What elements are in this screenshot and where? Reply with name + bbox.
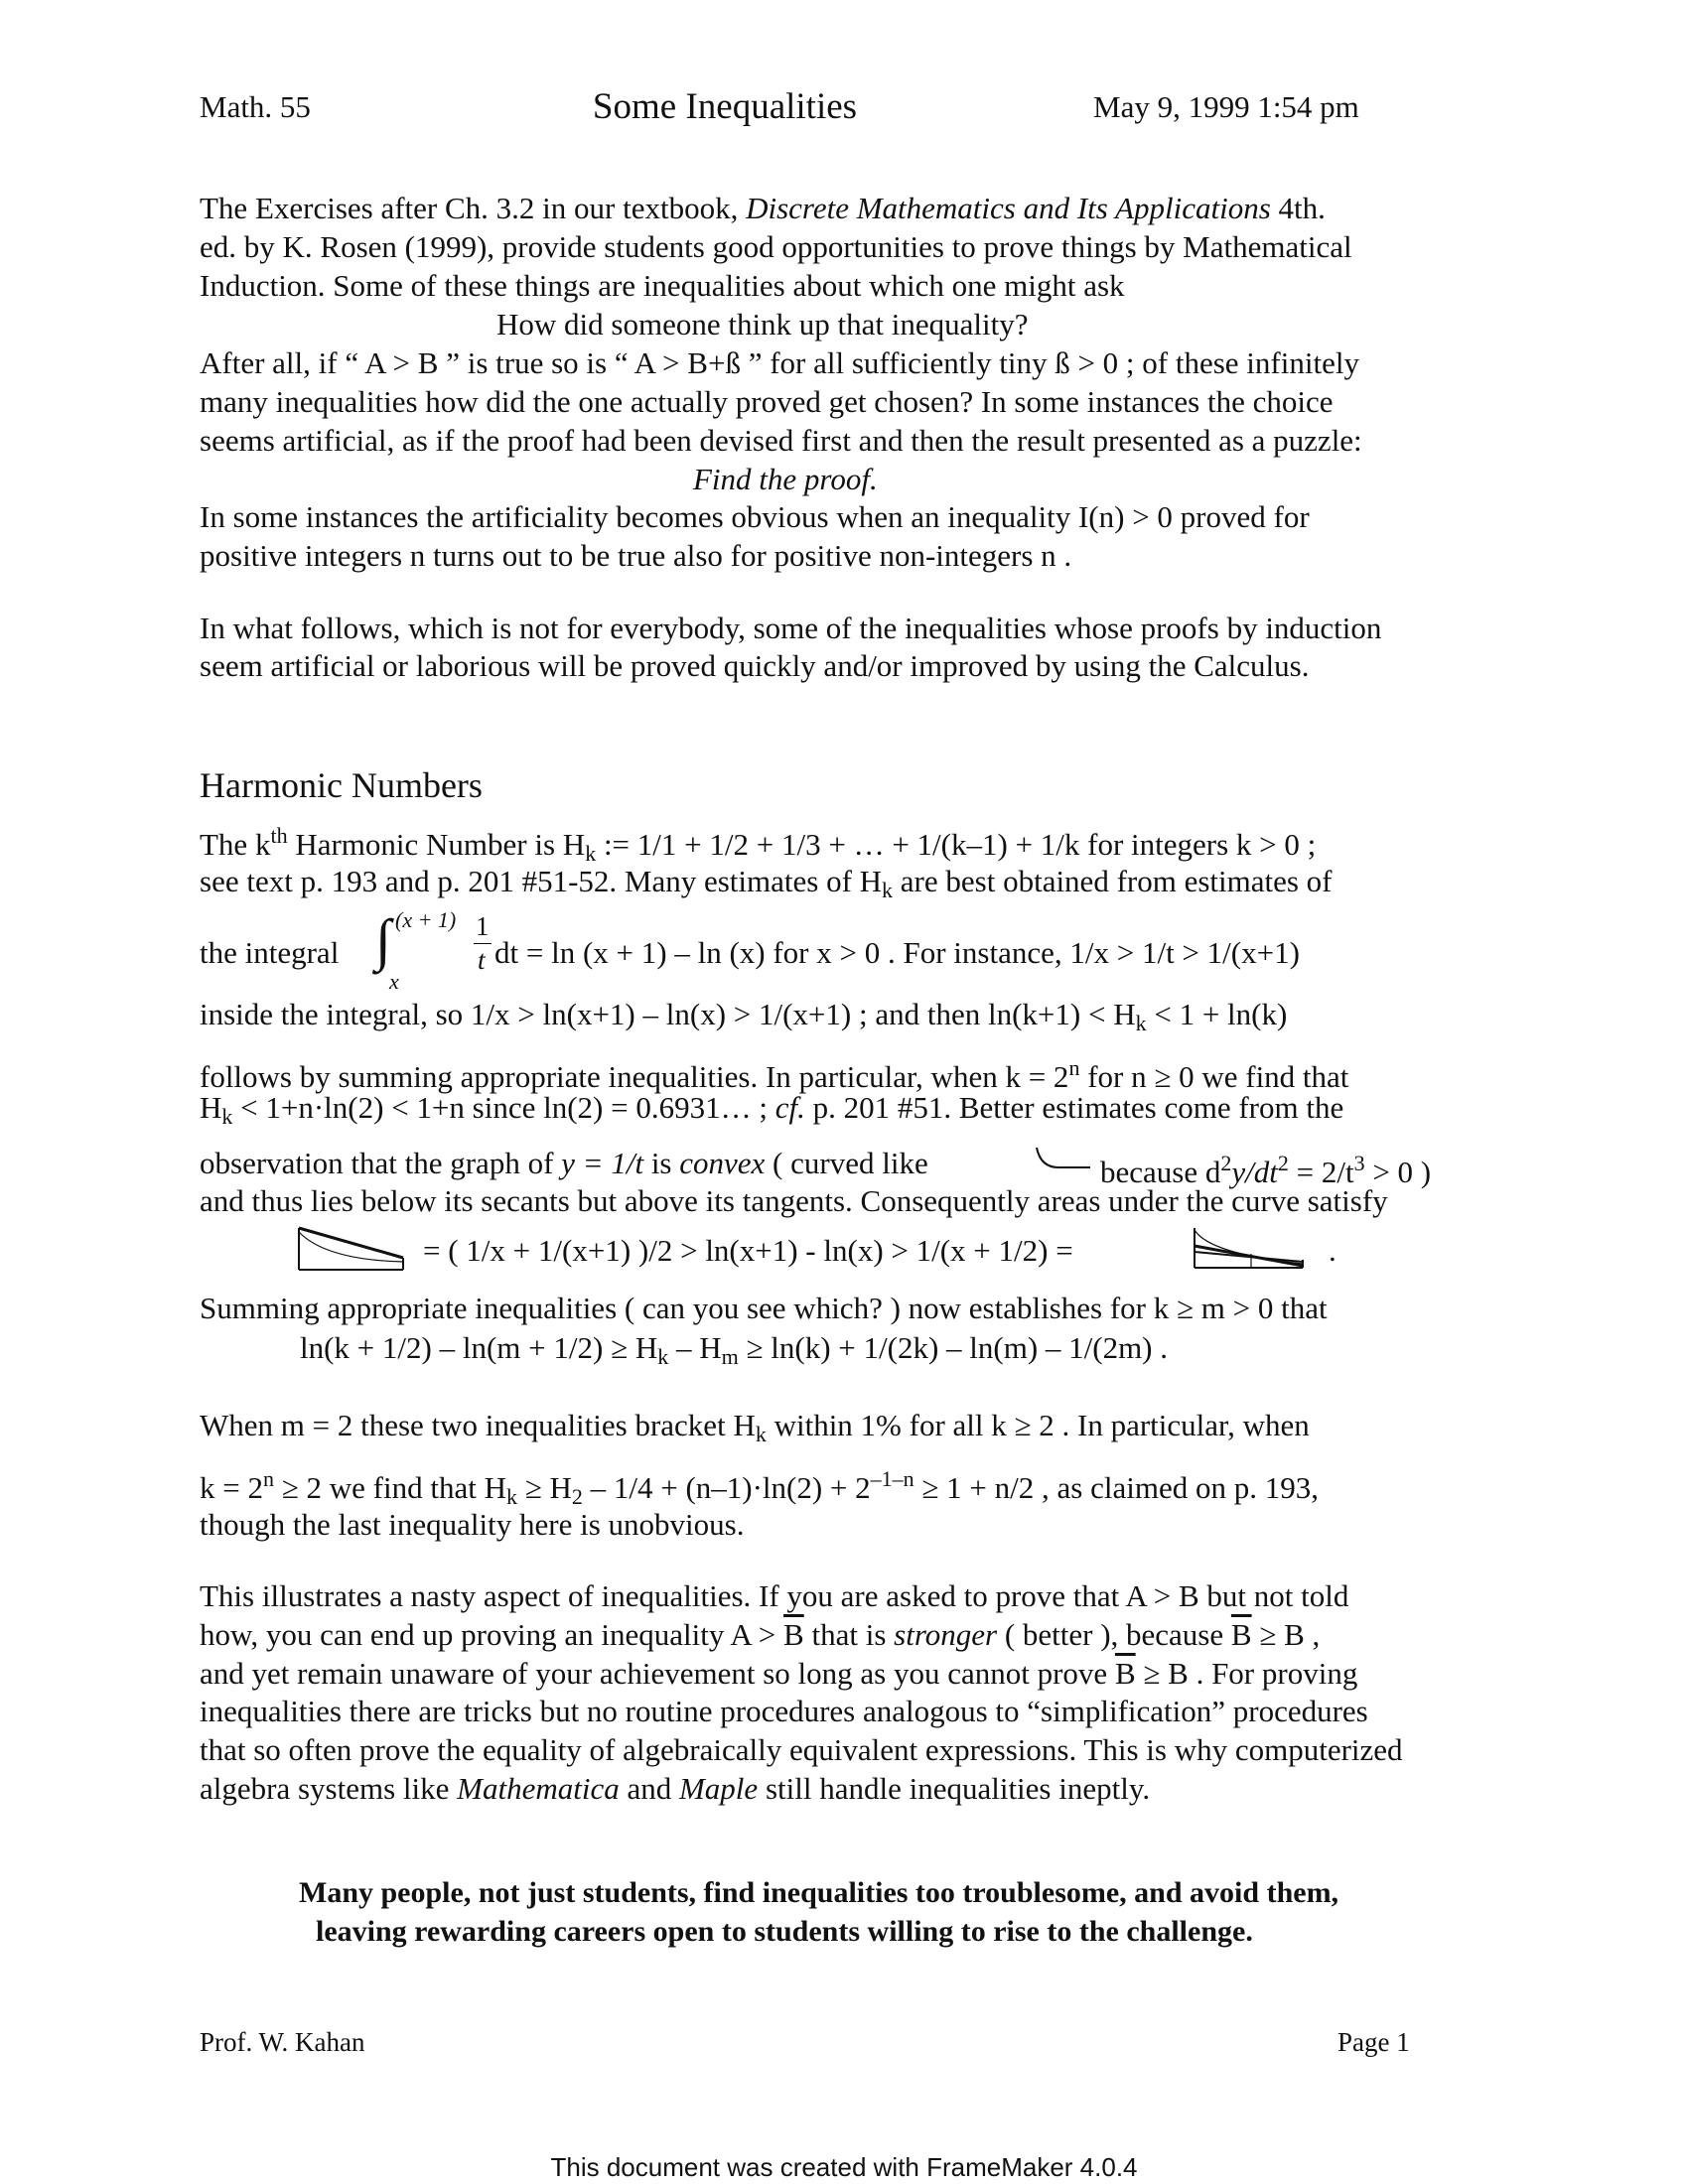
harmonic-line-14: though the last inequality here is unobvious. (200, 1507, 745, 1542)
integral-upper-limit: (x + 1) (395, 907, 457, 932)
intro-line-3: Induction. Some of these things are inequalities about which one might ask (200, 268, 1125, 303)
footer-author: Prof. W. Kahan (200, 2027, 365, 2057)
intro-line-2: ed. by K. Rosen (1999), provide students good opportunities to prove things by Mathematical (200, 229, 1352, 264)
intro-line-1: The Exercises after Ch. 3.2 in our textbook, Discrete Mathematics and Its Applications 4th. (200, 191, 1326, 225)
intro-line-11: In what follows, which is not for everybody, some of the inequalities whose proofs by induction (200, 611, 1382, 645)
integrand-numerator: 1 (476, 911, 490, 941)
nasty-line-6: algebra systems like Mathematica and Maple still handle inequalities ineptly. (200, 1771, 1151, 1806)
closing-line-2: leaving rewarding careers open to students willing to rise to the challenge. (316, 1915, 1253, 1948)
harmonic-line-13: $k = 2^n \ge 2$ we find that $H_k \ge H_2 - 1/4 + (n-1)\cdot\ln(2) + 2^{-1-n} \ge 1 + n/2$ , as claimed on p. 193, (200, 1466, 1319, 1509)
intro-line-10: positive integers n turns out to be true also for positive non-integers n . (200, 538, 1072, 573)
area-inequality: = ( 1/x + 1/(x+1) )/2 > ln(x+1) - ln(x) > 1/(x + 1/2) = (423, 1233, 1073, 1268)
intro-line-6: many inequalities how did the one actually proved get chosen? In some instances the choice (200, 384, 1334, 419)
harmonic-line-7b: because $d^2y/dt^2 = 2/t^3 > 0$ ) (1100, 1151, 1432, 1189)
intro-find-proof: Find the proof. (693, 462, 878, 496)
integral-sign: ∫ (375, 907, 391, 972)
integral-lead: the integral (200, 935, 340, 970)
convex-curve-icon (1033, 1144, 1094, 1173)
integral-rest: dt = ln (x + 1) – ln (x) for x > 0 . For instance, 1/x > 1/t > 1/(x+1) (494, 935, 1300, 970)
integrand-denominator: t (478, 945, 486, 975)
harmonic-line-5: follows by summing appropriate inequalities. In particular, when $k = 2^n$ for n ≥ 0 we find that (200, 1055, 1349, 1094)
bracket-inequality: $\ln(k + 1/2) - \ln(m + 1/2) \ge H_k - H_m \ge \ln(k) + 1/(2k) - \ln(m) - 1/(2m)$ . (300, 1330, 1169, 1369)
midpoint-tangent-diagram (1192, 1224, 1307, 1276)
intro-line-12: seem artificial or laborious will be proved quickly and/or improved by using the Calculus. (200, 648, 1310, 683)
header-date: May 9, 1999 1:54 pm (1093, 89, 1359, 124)
closing-line-1: Many people, not just students, find inequalities too troublesome, and avoid them, (299, 1876, 1339, 1909)
harmonic-line-6: $H_k < 1+n\cdot\ln(2) < 1+n$ since ln(2) = 0.6931… ; cf. p. 201 #51. Better estimates come from the (200, 1090, 1344, 1129)
nasty-line-4: inequalities there are tricks but no routine procedures analogous to “simplification” procedures (200, 1694, 1368, 1728)
harmonic-line-10: Summing appropriate inequalities ( can you see which? ) now establishes for k ≥ m > 0 that (200, 1291, 1328, 1325)
nasty-line-1: This illustrates a nasty aspect of inequalities. If you are asked to prove that A > B but not told (200, 1578, 1349, 1613)
integral-lower-limit: x (389, 969, 399, 994)
nasty-line-5: that so often prove the equality of algebraically equivalent expressions. This is why computerized (200, 1732, 1403, 1767)
fraction-bar (474, 943, 492, 944)
harmonic-line-7a: observation that the graph of y = 1/t is convex ( curved like (200, 1146, 928, 1180)
framemaker-note: This document was created with FrameMaker 4.0.4 (550, 2152, 1138, 2182)
harmonic-line-12: When m = 2 these two inequalities bracket $H_k$ within 1% for all k ≥ 2 . In particular, when (200, 1408, 1310, 1446)
page-title: Some Inequalities (592, 86, 858, 127)
intro-line-9: In some instances the artificiality becomes obvious when an inequality I(n) > 0 proved for (200, 499, 1310, 534)
harmonic-line-2: see text p. 193 and p. 201 #51-52. Many estimates of $H_k$ are best obtained from estimates of (200, 864, 1333, 902)
section-heading: Harmonic Numbers (200, 765, 483, 805)
nasty-line-2: how, you can end up proving an inequality $A > \overline{B}$ that is stronger ( better ), because $\overline{B} \ge B$ , (200, 1617, 1321, 1652)
intro-question: How did someone think up that inequality? (496, 307, 1029, 341)
intro-line-5: After all, if “ A > B ” is true so is “ A > B+ß ” for all sufficiently tiny ß > 0 ; of these infinitely (200, 345, 1359, 380)
harmonic-line-4: inside the integral, so 1/x > ln(x+1) – ln(x) > 1/(x+1) ; and then $\ln(k+1) < H_k < 1 + \ln(k)$ (200, 997, 1288, 1035)
trapezoid-secant-diagram (296, 1224, 407, 1276)
footer-page-number: Page 1 (1337, 2027, 1410, 2057)
area-inequality-end: . (1329, 1233, 1336, 1268)
intro-line-7: seems artificial, as if the proof had been devised first and then the result presented as a puzzle: (200, 423, 1362, 458)
harmonic-line-8: and thus lies below its secants but above its tangents. Consequently areas under the curve satisfy (200, 1183, 1388, 1218)
nasty-line-3: and yet remain unaware of your achievement so long as you cannot prove $\overline{B} \ge B$ . For proving (200, 1656, 1358, 1691)
harmonic-line-1: The $k^{th}$ Harmonic Number is $H_k$ := 1/1 + 1/2 + 1/3 + … + 1/(k–1) + 1/k for integers k > 0 ; (200, 823, 1317, 866)
course-label: Math. 55 (200, 89, 311, 124)
